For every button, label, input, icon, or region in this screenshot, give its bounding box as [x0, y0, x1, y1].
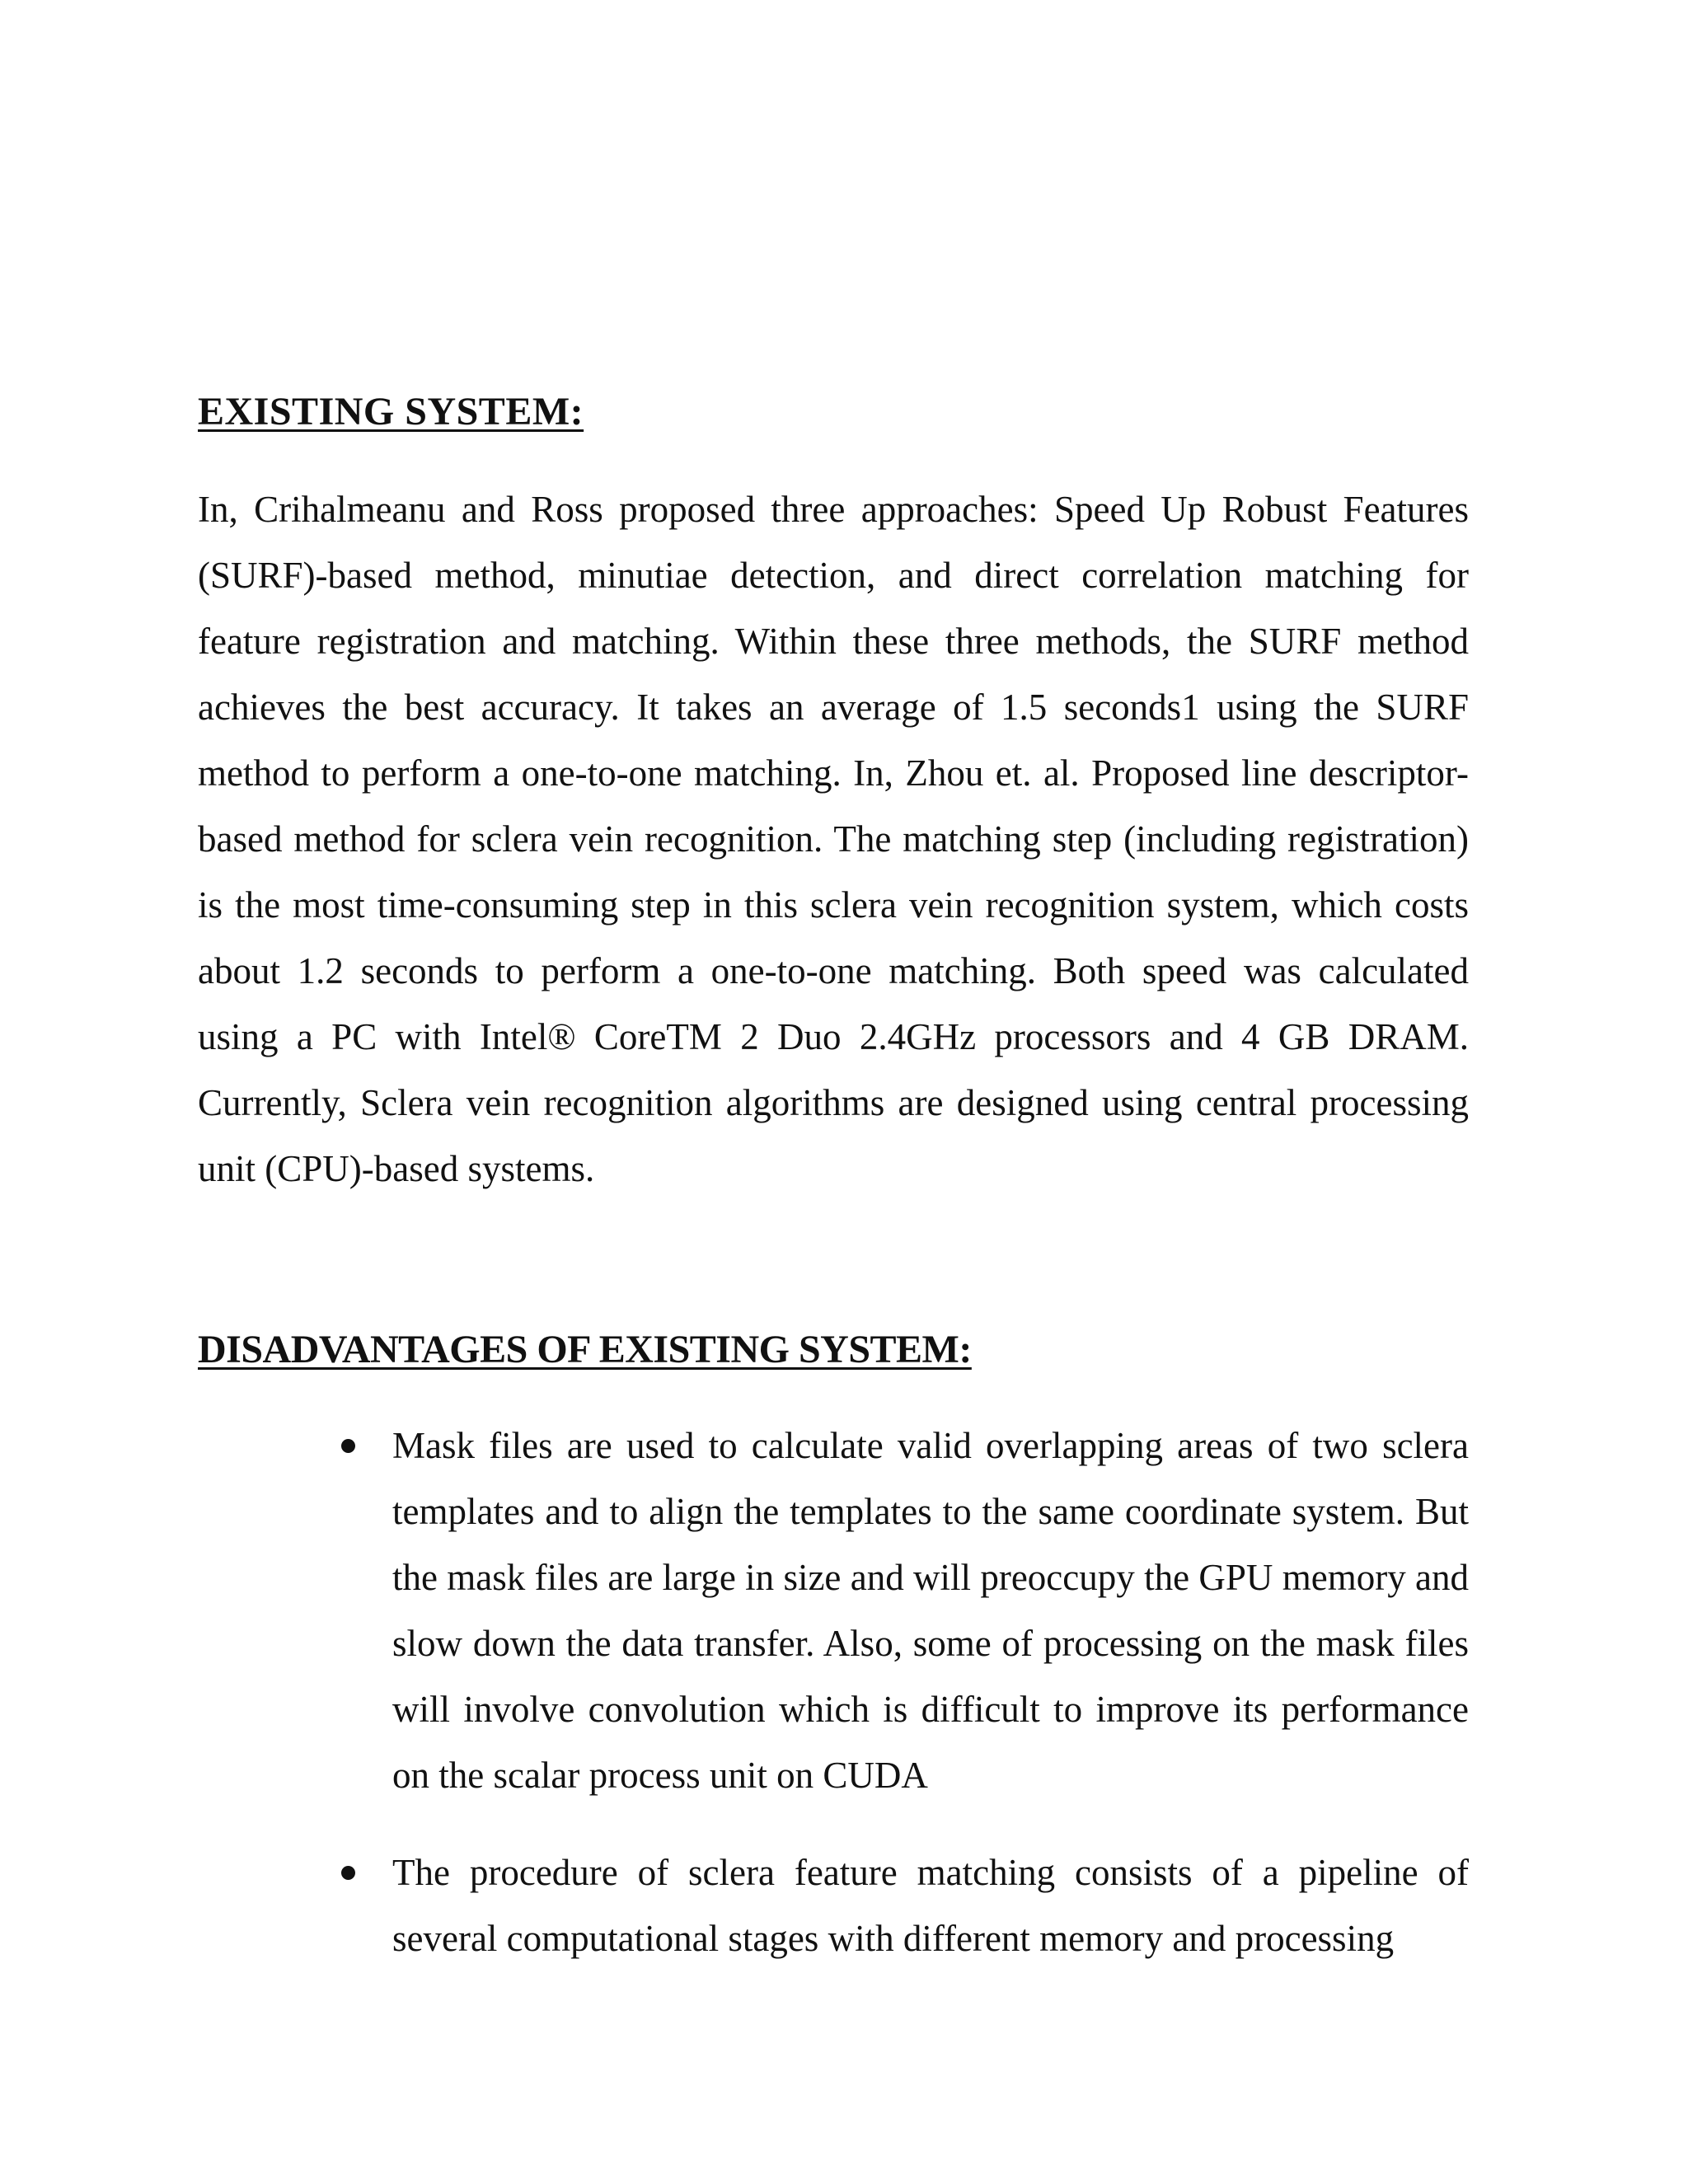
bullet-icon — [341, 1866, 355, 1880]
existing-system-paragraph: In, Crihalmeanu and Ross proposed three approaches: Speed Up Robust Features (SURF)-based method, minutiae detection, and direct correlation matching for feature registration and matching. Within these three methods, the SURF method achieves the best accuracy. It takes an average of 1.5 seconds1 using the SURF method to perform a one-to-one matching. In, Zhou et. al. Proposed line descriptor-based method for sclera vein recognition. The matching step (including registration) is the most time-consuming step in this sclera vein recognition system, which costs about 1.2 seconds to perform a one-to-one matching. Both speed was calculated using a PC with Intel® CoreTM 2 Duo 2.4GHz processors and 4 GB DRAM. Currently, Sclera vein recognition algorithms are designed using central processing unit (CPU)-based systems. — [198, 489, 1469, 1189]
disadvantages-heading: DISADVANTAGES OF EXISTING SYSTEM: — [198, 1328, 972, 1371]
list-item — [392, 1840, 1469, 1971]
bullet-icon — [341, 1439, 355, 1453]
disadvantages-list — [0, 1413, 1688, 2003]
existing-system-heading: EXISTING SYSTEM: — [198, 390, 584, 434]
list-item — [392, 1413, 1469, 1808]
list-item-text: The procedure of sclera feature matching consists of a pipeline of several computational stages with different memory and processing — [392, 1852, 1469, 1959]
list-item-text: Mask files are used to calculate valid overlapping areas of two sclera templates and to align the templates to the same coordinate system. But the mask files are large in size and will preoccupy the GPU memory and slow down the data transfer. Also, some of processing on the mask files will involve convolution which is difficult to improve its performance on the scalar process unit on CUDA — [392, 1425, 1469, 1796]
